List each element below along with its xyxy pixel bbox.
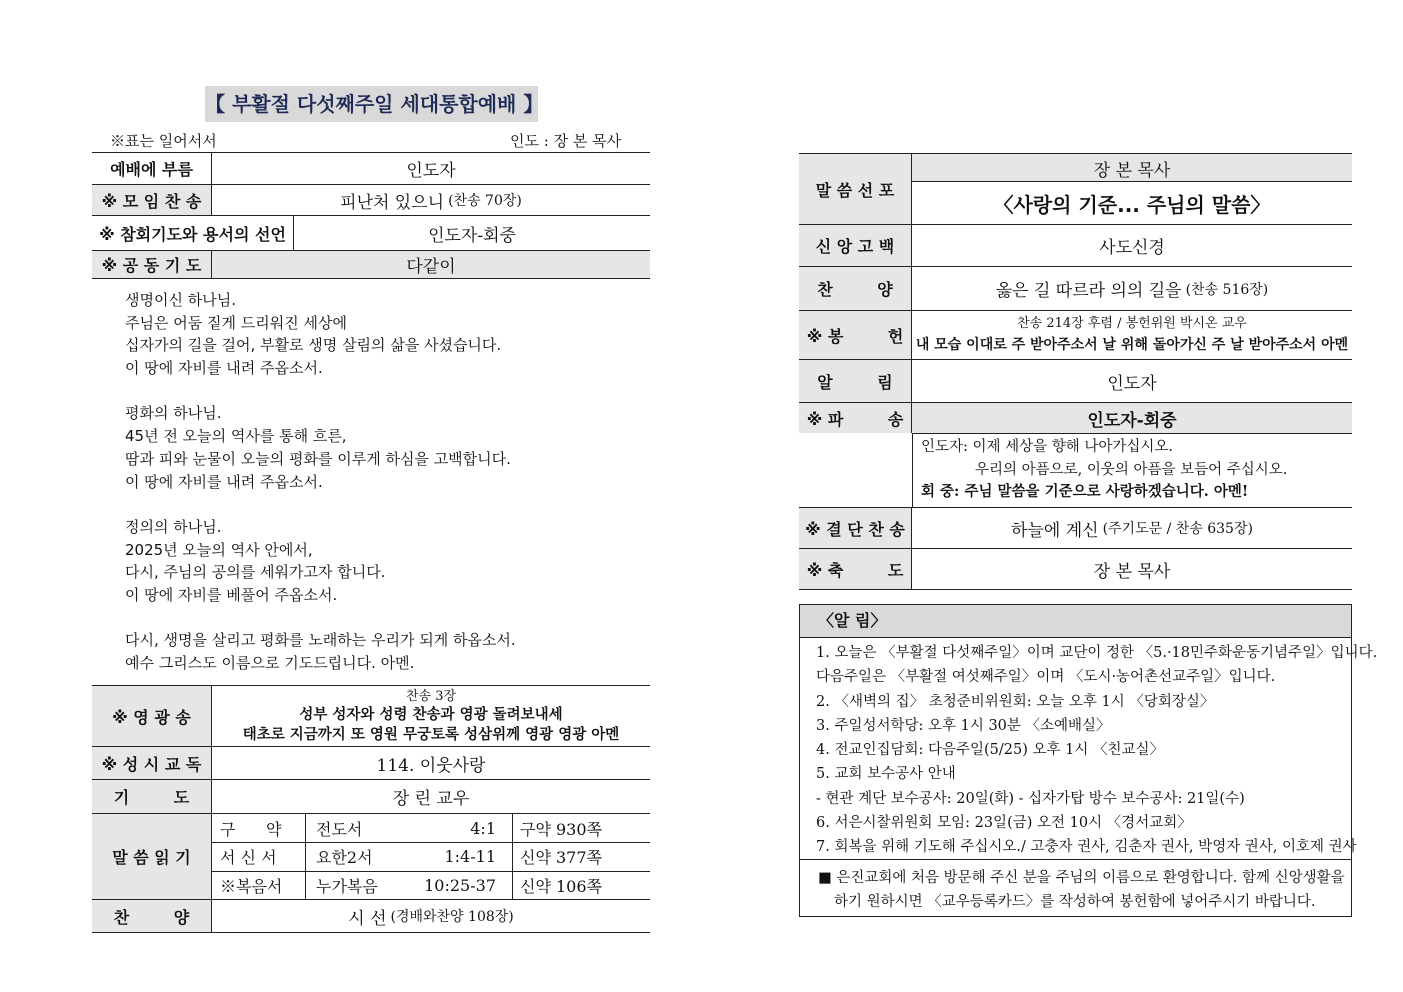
prayer-line: 이 땅에 자비를 베풀어 주옵소서.	[125, 585, 338, 604]
row-label: 예배에 부름	[92, 153, 212, 184]
row-label: ※ 파 송	[799, 403, 912, 433]
scripture-page: 구약 930쪽	[520, 819, 602, 839]
row-benediction	[799, 549, 1352, 590]
scripture-book: 전도서	[316, 819, 363, 839]
row-value: 114. 이웃사랑	[376, 755, 486, 776]
offering-line-2: 내 모습 이대로 주 받아주소서 날 위해 돌아가신 주 날 받아주소서 아멘	[915, 337, 1349, 353]
row-value: 인도자	[1107, 373, 1157, 394]
prayer-line: 정의의 하나님.	[125, 517, 222, 536]
praise-note: (경배와찬양 108장)	[390, 909, 514, 925]
prayer-line: 예수 그리스도 이름으로 기도드립니다. 아멘.	[125, 654, 415, 672]
row-label: ※ 공 동 기 도	[92, 251, 212, 278]
divider	[912, 433, 913, 507]
announcements-list	[816, 641, 1377, 860]
row-creed	[799, 225, 1352, 267]
announcement-item: 다음주일은 〈부활절 여섯째주일〉이며 〈도시·농어촌선교주일〉입니다.	[816, 669, 1276, 686]
scripture-kind: 서 신 서	[220, 848, 277, 867]
divider	[305, 814, 306, 900]
row-offering	[799, 311, 1352, 360]
sermon-title: 〈사랑의 기준... 주님의 말씀〉	[993, 192, 1271, 217]
scripture-ref: 1:4-11	[444, 847, 496, 866]
row-label: ※ 축 도	[799, 549, 912, 589]
row-gathering-hymn	[92, 185, 650, 216]
prayer-line: 평화의 하나님.	[125, 404, 222, 423]
gloria-content	[212, 686, 650, 746]
gloria-line-1: 성부 성자와 성령 찬송과 영광 돌려보내세	[299, 706, 563, 723]
offering-line-1: 찬송 214장 후렴 / 봉헌위원 박시온 교우	[1017, 316, 1247, 331]
row-gloria	[92, 685, 650, 747]
prayer-line: 땀과 피와 눈물이 오늘의 평화를 이루게 하심을 고백합니다.	[125, 449, 511, 468]
row-value: 장 본 목사	[1093, 561, 1171, 582]
prayer-line: 십자가의 길을 걸어, 부활로 생명 살림의 삶을 사셨습니다.	[125, 336, 502, 355]
gloria-hymn: 찬송 3장	[405, 689, 457, 704]
prayer-line: 다시, 생명을 살리고 평화를 노래하는 우리가 되게 하옵소서.	[125, 631, 516, 650]
scripture-ref: 4:1	[470, 818, 496, 838]
row-sending	[799, 403, 1352, 508]
welcome-note	[800, 859, 1351, 914]
sending-text	[921, 436, 1287, 504]
announcement-item: 3. 주일성서학당: 오후 1시 30분 〈소예배실〉	[816, 717, 1111, 734]
announcement-item: 2. 〈새벽의 집〉 초청준비위원회: 오늘 오후 1시 〈당회장실〉	[816, 693, 1215, 710]
prayer-line	[125, 380, 516, 403]
announcement-item: 5. 교회 보수공사 안내	[816, 766, 956, 783]
divider	[912, 433, 1352, 434]
row-prayer	[92, 780, 650, 814]
prayer-line: 이 땅에 자비를 내려 주옵소서.	[125, 472, 323, 491]
row-unison-prayer	[92, 251, 650, 279]
scripture-book: 요한2서	[316, 848, 373, 867]
row-value: 다같이	[212, 251, 650, 278]
prayer-line	[125, 607, 516, 630]
row-label: ※ 봉 헌	[799, 311, 912, 359]
response-label: 회 중:	[921, 483, 960, 500]
row-label: ※ 성 시 교 독	[92, 747, 212, 779]
row-anthem	[799, 267, 1352, 311]
row-label: 말 씀 읽 기	[92, 814, 212, 899]
row-sermon	[799, 153, 1352, 225]
prayer-text	[125, 289, 516, 675]
row-label: ※ 결 단 찬 송	[799, 508, 912, 548]
prayer-line: 주님은 어둠 짙게 드리워진 세상에	[125, 313, 347, 332]
announcement-item: 1. 오늘은 〈부활절 다섯째주일〉이며 교단이 정한 〈5.·18민주화운동기념주일〉입니다.	[816, 645, 1378, 661]
gloria-line-2: 태초로 지금까지 또 영원 무궁토록 성삼위께 영광 영광 아멘	[242, 726, 620, 743]
closing-hymn-note: (주기도문 / 찬송 635장)	[1102, 521, 1253, 537]
welcome-line-2: 하기 원하시면 〈교우등록카드〉를 작성하여 봉헌함에 넣어주시기 바랍니다.	[834, 894, 1316, 910]
service-title: 【 부활절 다섯째주일 세대통합예배 】	[205, 86, 538, 122]
leader-info: 인도 : 장 본 목사	[510, 132, 622, 150]
row-value	[912, 267, 1352, 310]
announcement-item: 7. 회복을 위해 기도해 주십시오./ 고충자 권사, 김춘자 권사, 박영자 권사, 이호제 권사	[816, 839, 1357, 856]
scripture-kind: ※복음서	[220, 877, 283, 896]
row-value	[212, 900, 650, 932]
sermon-preacher: 장 본 목사	[912, 154, 1352, 182]
standing-note: ※표는 일어서서	[110, 132, 217, 150]
row-responsive-reading	[92, 747, 650, 780]
scripture-page: 신약 106쪽	[520, 877, 602, 896]
row-call-to-worship	[92, 152, 650, 185]
row-notice	[799, 360, 1352, 403]
row-value: 인도자	[406, 161, 456, 181]
row-label: 찬 양	[799, 267, 912, 310]
row-label: ※ 참회기도와 용서의 선언	[92, 216, 294, 250]
sending-line: 인도자: 이제 세상을 향해 나아가십시오.	[921, 439, 1174, 455]
scripture-page: 신약 377쪽	[520, 848, 602, 867]
row-closing-hymn	[799, 508, 1352, 549]
scripture-book: 누가복음	[316, 877, 378, 896]
row-confession	[92, 216, 650, 251]
anthem-title: 옳은 길 따르라 의의 길을	[995, 281, 1182, 301]
welcome-line-1: ■ 은진교회에 처음 방문해 주신 분을 주님의 이름으로 환영합니다. 함께 신앙생활을	[818, 870, 1345, 886]
closing-hymn-title: 하늘에 계신	[1011, 520, 1099, 541]
prayer-line: 2025년 오늘의 역사 안에서,	[125, 540, 313, 559]
hymn-note: (찬송 70장)	[448, 193, 522, 209]
announcements-box	[799, 604, 1378, 917]
response-text: 주님 말씀을 기준으로 사랑하겠습니다. 아멘!	[964, 483, 1249, 500]
row-label: 기 도	[92, 780, 212, 813]
row-label: 신 앙 고 백	[799, 225, 912, 266]
divider	[912, 181, 1352, 182]
divider	[512, 814, 513, 900]
prayer-line: 생명이신 하나님.	[125, 291, 236, 309]
announcement-item: 4. 전교인집담회: 다음주일(5/25) 오후 1시 〈친교실〉	[816, 742, 1164, 759]
anthem-note: (찬송 516장)	[1185, 281, 1269, 298]
row-praise	[92, 900, 650, 933]
announcement-item: - 현관 계단 보수공사: 20일(화) - 십자가탑 방수 보수공사: 21일(수)	[816, 790, 1245, 807]
row-label: 말 씀 선 포	[799, 154, 912, 224]
row-label: 찬 양	[92, 900, 212, 932]
sending-line: 우리의 아픔으로, 이웃의 아픔을 보듬어 주십시오.	[975, 461, 1288, 478]
row-label: ※ 영 광 송	[92, 686, 212, 746]
praise-title: 시 선	[348, 908, 387, 929]
sending-value: 인도자-회중	[912, 403, 1352, 433]
row-label: 알 림	[799, 360, 912, 402]
announcements-title: 〈알 림〉	[800, 605, 1351, 638]
prayer-line: 45년 전 오늘의 역사를 통해 흐른,	[125, 427, 347, 446]
scripture-kind: 구 약	[220, 819, 282, 839]
row-value	[912, 508, 1352, 548]
announcement-item: 6. 서은시찰위원회 모임: 23일(금) 오전 10시 〈경서교회〉	[816, 815, 1192, 832]
prayer-line: 다시, 주님의 공의를 세워가고자 합니다.	[125, 563, 386, 582]
row-value: 장 린 교우	[392, 789, 470, 809]
offering-content	[912, 311, 1352, 359]
row-label: ※ 모 임 찬 송	[92, 185, 212, 215]
sending-response	[921, 481, 1287, 504]
prayer-line: 이 땅에 자비를 내려 주옵소서.	[125, 359, 323, 378]
row-value	[212, 185, 650, 215]
row-value: 인도자-회중	[428, 225, 516, 246]
prayer-line	[125, 493, 516, 516]
scripture-ref: 10:25-37	[424, 876, 496, 895]
hymn-title: 피난처 있으니	[340, 192, 445, 213]
row-value: 사도신경	[1099, 238, 1165, 258]
